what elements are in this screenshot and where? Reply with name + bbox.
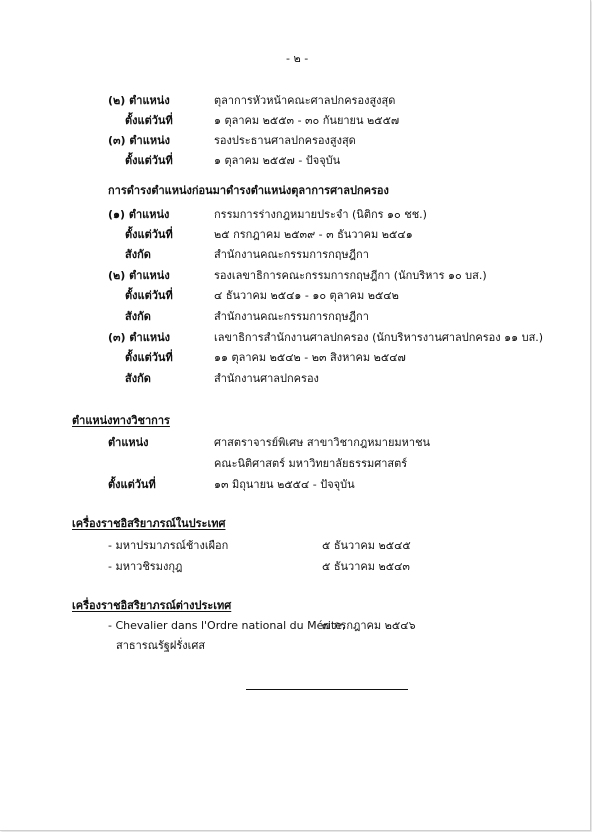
academic-position-line1: ศาสตราจารย์พิเศษ สาขาวิชากฎหมายมหาชน xyxy=(214,436,431,449)
thai-decorations-heading: เครื่องราชอิสริยาภรณ์ในประเทศ xyxy=(72,517,226,530)
foreign-decoration-name: - Chevalier dans l'Ordre national du Mérite, xyxy=(108,619,346,632)
prior-2-org-label: สังกัด xyxy=(125,310,151,323)
position-2-label: (๒) ตำแหน่ง xyxy=(108,94,170,107)
prior-1-label: (๑) ตำแหน่ง xyxy=(108,208,170,221)
thai-decoration-2-date: ๕ ธันวาคม ๒๕๔๓ xyxy=(322,560,410,573)
thai-decoration-1-name: - มหาปรมาภรณ์ช้างเผือก xyxy=(108,539,229,552)
prior-3-since-label: ตั้งแต่วันที่ xyxy=(125,351,173,364)
prior-3-since-value: ๑๑ ตุลาคม ๒๕๔๒ - ๒๓ สิงหาคม ๒๕๔๗ xyxy=(214,351,406,364)
prior-3-value: เลขาธิการสำนักงานศาลปกครอง (นักบริหารงานศาลปกครอง ๑๑ บส.) xyxy=(214,331,544,344)
prior-2-org-value: สำนักงานคณะกรรมการกฤษฎีกา xyxy=(214,310,369,323)
position-2-since-label: ตั้งแต่วันที่ xyxy=(125,114,173,127)
prior-3-org-label: สังกัด xyxy=(125,372,151,385)
prior-1-org-value: สำนักงานคณะกรรมการกฤษฎีกา xyxy=(214,248,369,261)
prior-positions-heading: การดำรงตำแหน่งก่อนมาดำรงตำแหน่งตุลาการศาลปกครอง xyxy=(108,184,389,197)
foreign-decorations-heading: เครื่องราชอิสริยาภรณ์ต่างประเทศ xyxy=(72,599,232,612)
prior-2-since-value: ๔ ธันวาคม ๒๕๔๑ - ๑๐ ตุลาคม ๒๕๔๒ xyxy=(214,289,399,302)
page-number: - ๒ - xyxy=(286,52,309,65)
prior-2-label: (๒) ตำแหน่ง xyxy=(108,269,170,282)
position-3-value: รองประธานศาลปกครองสูงสุด xyxy=(214,134,356,147)
position-2-since-value: ๑ ตุลาคม ๒๕๕๓ - ๓๐ กันยายน ๒๕๕๗ xyxy=(214,114,400,127)
foreign-decoration-date: ๗ กรกฎาคม ๒๕๔๖ xyxy=(322,619,416,632)
prior-2-value: รองเลขาธิการคณะกรรมการกฤษฎีกา (นักบริหาร ๑๐ บส.) xyxy=(214,269,487,282)
prior-2-since-label: ตั้งแต่วันที่ xyxy=(125,289,173,302)
academic-since-value: ๑๓ มิถุนายน ๒๕๕๔ - ปัจจุบัน xyxy=(214,478,355,491)
academic-since-label: ตั้งแต่วันที่ xyxy=(108,478,156,491)
position-3-since-value: ๑ ตุลาคม ๒๕๕๗ - ปัจจุบัน xyxy=(214,154,341,167)
position-3-label: (๓) ตำแหน่ง xyxy=(108,134,170,147)
academic-position-line2: คณะนิติศาสตร์ มหาวิทยาลัยธรรมศาสตร์ xyxy=(214,457,408,470)
closing-rule xyxy=(246,689,408,690)
position-2-value: ตุลาการหัวหน้าคณะศาลปกครองสูงสุด xyxy=(214,94,396,107)
prior-1-org-label: สังกัด xyxy=(125,248,151,261)
prior-3-label: (๓) ตำแหน่ง xyxy=(108,331,170,344)
prior-1-since-label: ตั้งแต่วันที่ xyxy=(125,228,173,241)
prior-3-org-value: สำนักงานศาลปกครอง xyxy=(214,372,319,385)
foreign-decoration-country: สาธารณรัฐฝรั่งเศส xyxy=(116,639,206,652)
prior-1-value: กรรมการร่างกฎหมายประจำ (นิติกร ๑๐ ชช.) xyxy=(214,208,427,221)
position-3-since-label: ตั้งแต่วันที่ xyxy=(125,154,173,167)
thai-decoration-1-date: ๕ ธันวาคม ๒๕๔๕ xyxy=(322,539,411,552)
prior-1-since-value: ๒๕ กรกฎาคม ๒๕๓๙ - ๓ ธันวาคม ๒๕๔๑ xyxy=(214,228,413,241)
thai-decoration-2-name: - มหาวชิรมงกุฎ xyxy=(108,560,183,573)
academic-position-label: ตำแหน่ง xyxy=(108,436,149,449)
academic-heading: ตำแหน่งทางวิชาการ xyxy=(72,414,170,427)
